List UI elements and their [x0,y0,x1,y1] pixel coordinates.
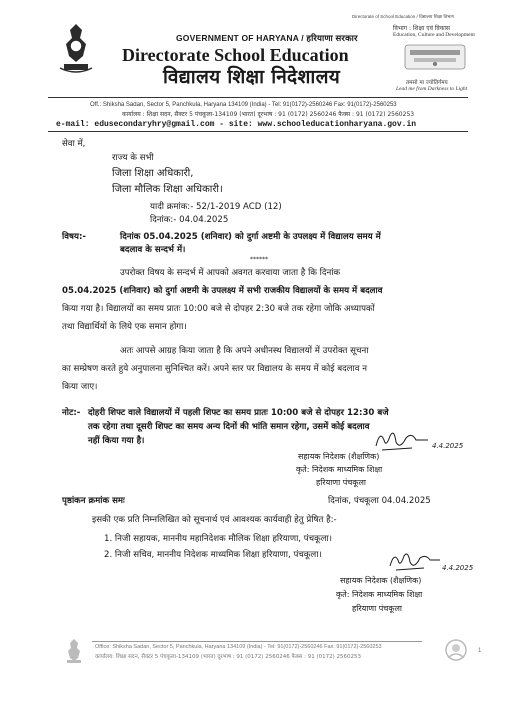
email-site-line: e-mail: edusecondaryhry@gmail.com - site: www.schooleducationharyana.gov.in [56,120,417,129]
signature-icon [386,548,442,574]
signatory-2-title: सहायक निदेशक (शैक्षणिक) [340,576,422,585]
haryana-emblem-icon [56,22,96,74]
signatory-1-line-3: हरियाणा पंचकूला [316,478,366,487]
para2-line-2: का सम्प्रेषण करते हुये अनुपालना सुनिश्चित करें। अपने स्तर पर विद्यालय के समय में कोई बदलाव न [62,364,368,374]
department-logo-icon [404,44,466,70]
note-line-1: दोहरी शिफ्ट वाले विद्यालयों में पहली शिफ्ट का समय प्रातः 10:00 बजे से दोपहर 12:30 बजे [88,408,389,418]
endorsement-label: पृष्ठांकन क्रमांक समः [62,496,125,506]
recipient-line-2: जिला शिक्षा अधिकारी, [112,168,194,179]
para1-line-4: तथा विद्यार्थियों के लिये एक समान होगा। [62,322,187,332]
note-line-2: तक रहेगा तथा दूसरी शिफ्ट का समय अन्य दिनों की भांति समान रहेगा, उसमें कोई बदलाव [88,422,370,432]
signature-1-date: 4.4.2025 [432,442,464,450]
footer-emblem-icon [62,638,86,664]
dept-english-line: Education, Culture and Development [393,32,475,38]
signatory-2-line-2: कृते: निदेशक माध्यमिक शिक्षा [336,590,423,599]
reference-number: यादी क्रमांक:- 52/1-2019 ACD (12) [150,202,282,212]
header-rule [48,97,468,98]
letter-date: दिनांक:- 04.04.2025 [150,215,229,225]
recipient-line-3: जिला मौलिक शिक्षा अधिकारी। [112,184,223,195]
page-number: 1 [478,648,482,654]
endorsement-date: दिनांक, पंचकूला 04.04.2025 [328,496,431,506]
para1-line-2: 05.04.2025 (शनिवार) को दुर्गा अष्टमी के उपलक्ष्य में सभी राजकीय विद्यालयों के समय में बदलाव [62,286,383,296]
subject-line-2: बदलाव के सन्दर्भ में। [120,245,186,255]
header-top-right-text: Directorate of School Education / विद्यालय शिक्षा विभाग [352,14,455,19]
signatory-1-title: सहायक निदेशक (शैक्षणिक) [298,452,380,461]
government-line: GOVERNMENT OF HARYANA / हरियाणा सरकार [176,33,358,43]
para1-line-3: किया गया है। विद्यालयों का समय प्रातः 10:00 बजे से दोपहर 2:30 बजे तक रहेगा जोकि अध्यापकों [62,304,375,314]
footer-logo-icon [444,638,468,662]
para1-line-1: उपरोक्त विषय के सन्दर्भ में आपको अवगत करवाया जाता है कि दिनांक [120,268,341,278]
note-label: नोट:- [62,408,81,418]
note-line-3: नहीं किया गया है। [88,436,145,446]
subject-line-1: दिनांक 05.04.2025 (शनिवार) को दुर्गा अष्टमी के उपलक्ष्य में विद्यालय समय में [120,232,381,242]
tagline-hindi: तमसो मा ज्योतिर्गमय [406,80,448,86]
copy-list-item-2: 2. निजी सचिव, माननीय निदेशक माध्यमिक शिक्षा हरियाणा, पंचकूला। [104,550,322,560]
directorate-title-en: Directorate School Education [122,45,349,65]
footer-address-english: Office: Shiksha Sadan, Sector 5, Panchkula, Haryana 134109 (India) - Tel: 91(0172)-2560246 Fax: 91(0172)-2560253 [95,644,382,650]
header-rule-bottom [48,131,468,132]
footer-address-hindi: कार्यालय: शिक्षा सदन, सैक्टर 5 पंचकूला-134109 (भारत) दूरभाष : 91 (0172) 2560246 फैक्स : 91 (0172) 2560253 [95,654,361,660]
dept-hindi-line: विभाग : शिक्षा एवं विकास [393,25,450,32]
footer-rule [92,641,422,642]
address-english: Off.: Shiksha Sadan, Sector 5, Panchkula, Haryana 134109 (India) - Tel: 91(0172)-2560246 Fax: 91(0172)-2560253 [90,102,397,108]
seva-me: सेवा में, [62,139,86,149]
copy-intro: इसकी एक प्रति निम्नलिखित को सूचनार्थ एवं आवश्यक कार्यवाही हेतु प्रेषित है:- [92,515,337,525]
signatory-2-line-3: हरियाणा पंचकूला [352,604,402,613]
tagline-english: Lead me from Darkness to Light [396,86,468,92]
signature-icon [372,426,432,454]
para2-line-3: किया जाए। [62,382,98,392]
address-hindi: कार्यालय : शिक्षा सदन, सैक्टर 5 पंचकूला-134109 (भारत) दूरभाष : 91 (0172) 2560246 फैक्स : 91 (0172) 2560253 [122,111,415,118]
para2-line-1: अतः आपसे आग्रह किया जाता है कि अपने अधीनस्थ विद्यालयों में उपरोक्त सूचना [120,346,369,356]
signature-2-date: 4.4.2025 [442,564,474,572]
separator-stars: ****** [250,256,268,263]
subject-label: विषय:- [62,232,86,242]
directorate-title-hi: विद्यालय शिक्षा निदेशालय [163,66,341,88]
recipient-line-1: राज्य के सभी [112,153,154,163]
signatory-1-line-2: कृते: निदेशक माध्यमिक शिक्षा [296,465,383,474]
copy-list-item-1: 1. निजी सहायक, माननीय महानिदेशक मौलिक शिक्षा हरियाणा, पंचकूला। [104,534,333,544]
